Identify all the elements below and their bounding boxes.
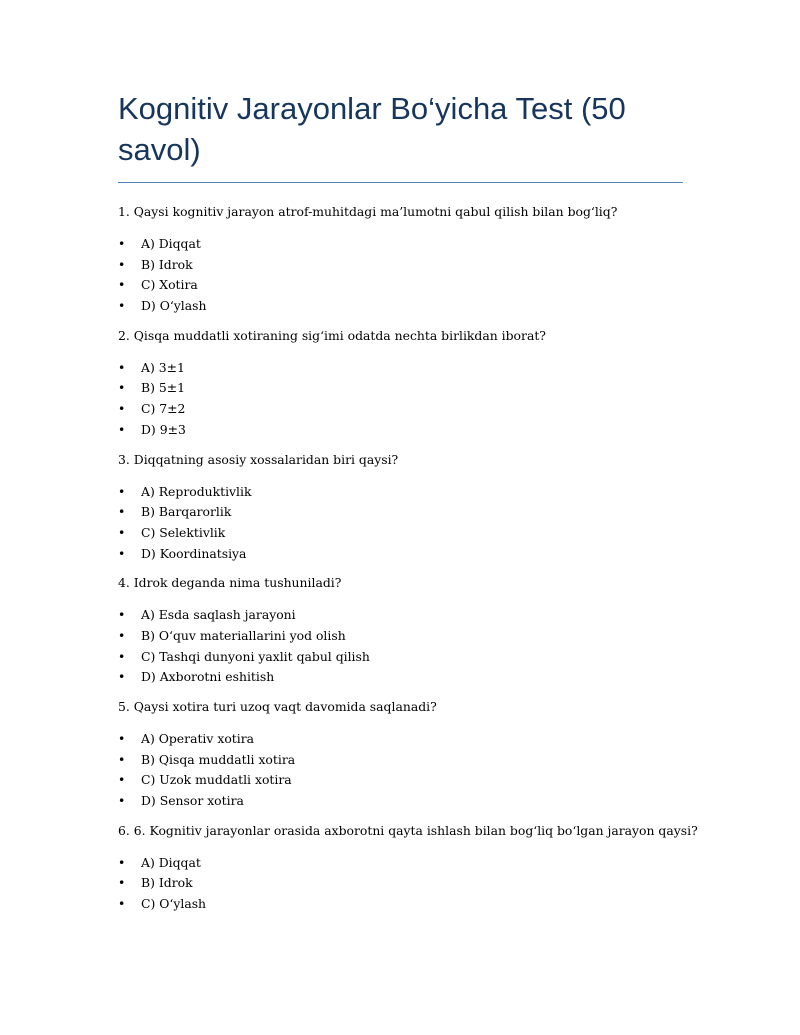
bullet-icon: • [118, 298, 126, 314]
bullet-icon: • [118, 421, 126, 437]
option-item [118, 793, 683, 814]
question-text: 1. Qaysi kognitiv jarayon atrof-muhitdagi ma’lumotni qabul qilish bilan bog‘liq? [118, 204, 618, 219]
page-title: Kognitiv Jarayonlar Bo‘yicha Test (50 savol) [118, 91, 626, 167]
bullet-icon: • [118, 401, 126, 417]
options-list [118, 731, 683, 814]
options-list [118, 607, 683, 690]
question-text: 5. Qaysi xotira turi uzoq vaqt davomida saqlanadi? [118, 699, 437, 714]
option-item [118, 360, 683, 381]
option-label: B) O‘quv materiallarini yod olish [141, 627, 346, 643]
option-item [118, 546, 683, 567]
option-item [118, 752, 683, 773]
bullet-icon: • [118, 359, 126, 375]
bullet-icon: • [118, 380, 126, 396]
options-list [118, 484, 683, 567]
bullet-icon: • [118, 793, 126, 809]
bullet-icon: • [118, 854, 126, 870]
option-item [118, 855, 683, 876]
bullet-icon: • [118, 875, 126, 891]
bullet-icon: • [118, 256, 126, 272]
option-label: A) Esda saqlash jarayoni [141, 607, 296, 623]
question-text: 2. Qisqa muddatli xotiraning sig‘imi odatda nechta birlikdan iborat? [118, 327, 546, 343]
bullet-icon: • [118, 524, 126, 540]
option-item [118, 236, 683, 257]
option-label: D) 9±3 [141, 421, 186, 437]
option-label: C) Tashqi dunyoni yaxlit qabul qilish [141, 648, 370, 664]
bullet-icon: • [118, 545, 126, 561]
option-item [118, 875, 683, 896]
option-item [118, 649, 683, 670]
option-item [118, 257, 683, 278]
bullet-icon: • [118, 648, 126, 664]
title-divider [118, 182, 683, 183]
option-label: A) 3±1 [141, 359, 185, 375]
option-label: B) Qisqa muddatli xotira [141, 751, 296, 767]
option-item [118, 401, 683, 422]
option-label: A) Reproduktivlik [141, 483, 252, 499]
option-item [118, 422, 683, 443]
options-list [118, 236, 683, 319]
option-label: B) Barqarorlik [141, 504, 232, 520]
option-label: B) 5±1 [141, 380, 186, 396]
option-item [118, 731, 683, 752]
option-label: D) O‘ylash [141, 298, 207, 314]
options-list [118, 360, 683, 443]
question-text: 6. 6. Kognitiv jarayonlar orasida axborotni qayta ishlash bilan bog‘liq bo‘lgan jarayon qaysi? [118, 822, 698, 838]
option-label: D) Axborotni eshitish [141, 669, 275, 685]
bullet-icon: • [118, 277, 126, 293]
bullet-icon: • [118, 896, 126, 912]
bullet-icon: • [118, 504, 126, 520]
option-item [118, 772, 683, 793]
bullet-icon: • [118, 483, 126, 499]
option-label: C) O‘ylash [141, 896, 207, 912]
option-item [118, 669, 683, 690]
bullet-icon: • [118, 669, 126, 685]
option-label: C) 7±2 [141, 401, 186, 417]
bullet-icon: • [118, 772, 126, 788]
option-label: C) Uzok muddatli xotira [141, 772, 292, 788]
option-label: B) Idrok [141, 875, 193, 891]
bullet-icon: • [118, 627, 126, 643]
bullet-icon: • [118, 731, 126, 746]
option-item [118, 277, 683, 298]
option-item [118, 380, 683, 401]
option-label: A) Operativ xotira [141, 731, 255, 746]
option-label: C) Selektivlik [141, 524, 226, 540]
document-page [118, 88, 698, 917]
option-item [118, 504, 683, 525]
option-item [118, 525, 683, 546]
option-label: A) Diqqat [141, 236, 201, 251]
question-text: 3. Diqqatning asosiy xossalaridan biri qaysi? [118, 451, 399, 467]
options-list [118, 855, 683, 917]
option-label: C) Xotira [141, 277, 198, 293]
option-label: D) Koordinatsiya [141, 545, 247, 561]
option-label: D) Sensor xotira [141, 793, 244, 809]
bullet-icon: • [118, 607, 126, 623]
option-item [118, 484, 683, 505]
option-label: A) Diqqat [141, 854, 201, 870]
option-item [118, 607, 683, 628]
bullet-icon: • [118, 751, 126, 767]
option-item [118, 298, 683, 319]
bullet-icon: • [118, 236, 126, 251]
option-item [118, 628, 683, 649]
question-text: 4. Idrok deganda nima tushuniladi? [118, 575, 342, 591]
option-label: B) Idrok [141, 256, 193, 272]
option-item [118, 896, 683, 917]
